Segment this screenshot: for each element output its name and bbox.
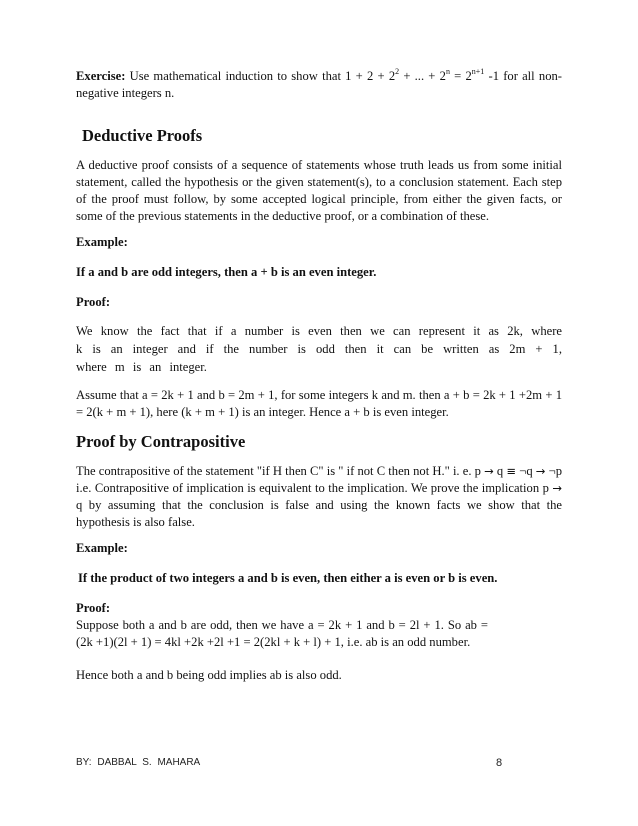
implies-arrow-symbol: → — [552, 481, 562, 495]
contrapositive-text-e: q by assuming that the conclusion is false and using the known facts we show that the hypothesis is also false. — [76, 498, 562, 529]
contrapositive-proof-label: Proof: — [76, 601, 111, 615]
contrapositive-text-b: q — [493, 464, 507, 478]
exercise-sup-n: n — [445, 66, 450, 76]
page-number: 8 — [496, 757, 503, 769]
exercise-label: Exercise: — [76, 69, 126, 83]
deductive-paragraph: A deductive proof consists of a sequence of statements whose truth leads us from some initial statement, called the hypothesis or the given statement(s), to a conclusion statement. Each step of the proof must follow, by some accepted logical principle, from either the given facts, or some of the previous statements in the deductive proof, or a combination of these. — [76, 158, 562, 223]
deductive-proof-label: Proof: — [76, 295, 111, 309]
deductive-proof-paragraph-1: We know the fact that if a number is even then we can represent it as 2k, where k is an integer and if the number is odd then it can be written as 2m + 1, where m is an integer. — [76, 324, 562, 374]
contrapositive-text-a: The contrapositive of the statement "if H then C" is " if not C then not H." i. e. p — [76, 464, 485, 478]
contrapositive-paragraph — [76, 463, 562, 531]
footer-author: BY: DABBAL S. MAHARA — [76, 757, 201, 768]
deductive-heading: Deductive Proofs — [82, 126, 203, 145]
exercise-sup-n1: n+1 — [471, 66, 485, 76]
contrapositive-proof-paragraph-1: Suppose both a and b are odd, then we have a = 2k + 1 and b = 2l + 1. So ab = (2k +1)(2l + 1) = 4kl +2k +2l +1 = 2(2kl + k + l) + 1, i.e. ab is an odd number. — [76, 618, 488, 649]
deductive-example-statement: If a and b are odd integers, then a + b is an even integer. — [76, 265, 377, 279]
exercise-text-b: + ... + 2 — [399, 69, 446, 83]
exercise-paragraph — [76, 68, 562, 102]
deductive-example-label: Example: — [76, 235, 128, 249]
exercise-text-a: Use mathematical induction to show that 1 + 2 + 2 — [125, 69, 396, 83]
contrapositive-text-c: ¬q — [516, 464, 536, 478]
implies-arrow-symbol: → — [484, 464, 494, 478]
exercise-text-c: = 2 — [449, 69, 472, 83]
contrapositive-example-label: Example: — [76, 541, 128, 555]
contrapositive-proof-paragraph-2: Hence both a and b being odd implies ab is also odd. — [76, 668, 342, 682]
contrapositive-example-statement: If the product of two integers a and b is even, then either a is even or b is even. — [78, 571, 498, 585]
contrapositive-text-d: ¬p i.e. Contrapositive of implication is equivalent to the implication. We prove the implication p — [76, 464, 562, 495]
deductive-proof-paragraph-2: Assume that a = 2k + 1 and b = 2m + 1, for some integers k and m. then a + b = 2k + 1 +2m + 1 = 2(k + m + 1), here (k + m + 1) is an integer. Hence a + b is even integer. — [76, 388, 562, 419]
contrapositive-heading: Proof by Contrapositive — [76, 432, 246, 451]
equivalence-symbol: ≡ — [506, 464, 517, 478]
exercise-sup-2: 2 — [395, 66, 400, 76]
exercise-text-d: -1 for all non-negative integers n. — [76, 69, 562, 100]
implies-arrow-symbol: → — [535, 464, 546, 478]
